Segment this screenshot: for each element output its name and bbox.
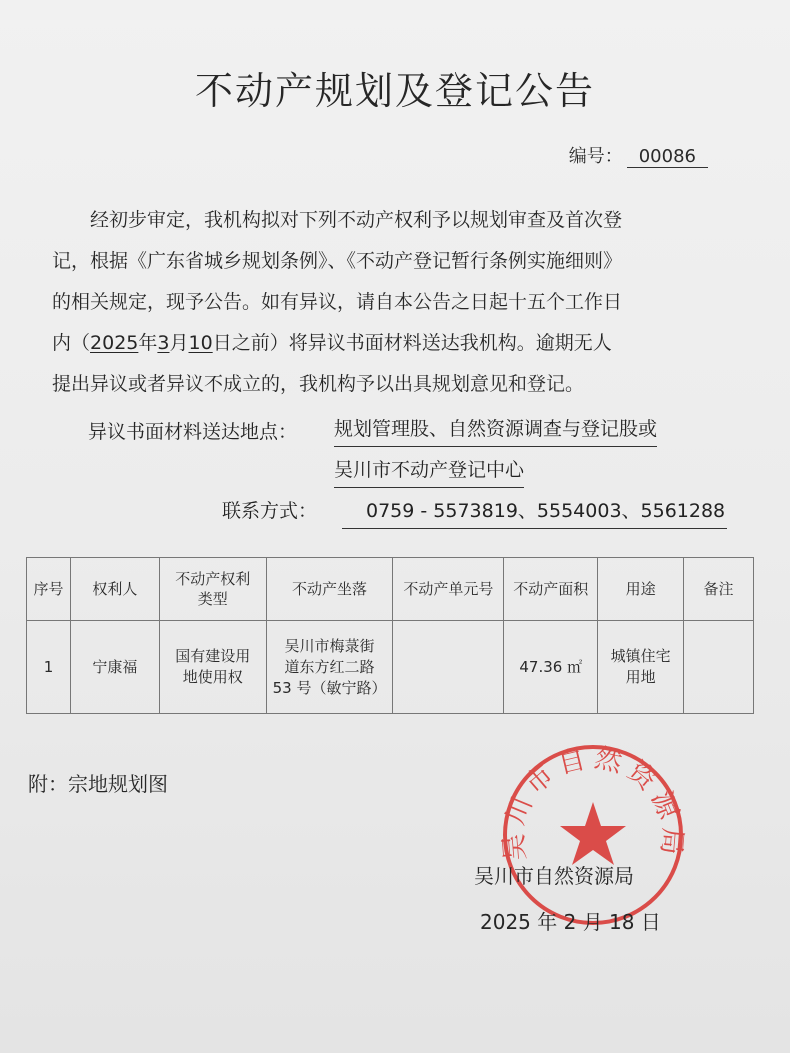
paragraph-line: 记，根据《广东省城乡规划条例》、《不动产登记暂行条例实施细则》 <box>52 250 623 272</box>
deadline-year: 2025 <box>90 332 139 354</box>
cell-line: 道东方红二路 <box>284 657 375 676</box>
col-header-area: 不动产面积 <box>504 558 598 621</box>
text-span: 日之前）将异议书面材料送达我机构。逾期无人 <box>212 332 612 354</box>
doc-number-label: 编号： <box>568 146 623 167</box>
doc-number-value: 00086 <box>627 146 708 168</box>
col-header-unit-no: 不动产单元号 <box>393 558 504 621</box>
text-span: 月 <box>169 332 189 354</box>
cell-line: 吴川市梅菉街 <box>284 636 375 655</box>
paragraph-line: 提出异议或者异议不成立的，我机构予以出具规划意见和登记。 <box>52 373 585 395</box>
announcement-paragraph <box>52 200 732 405</box>
deadline-day: 10 <box>188 332 213 354</box>
cell-line: 城镇住宅 <box>610 647 671 665</box>
cell-remark <box>684 621 754 714</box>
deadline-month: 3 <box>157 332 170 354</box>
cell-line: 地使用权 <box>182 668 243 686</box>
contact-phones: 0759 - 5573819、5554003、5561288 <box>342 494 727 529</box>
col-header-location: 不动产坐落 <box>266 558 393 621</box>
col-header-remark: 备注 <box>684 558 754 621</box>
seal-text: 吴川市自然资源局 <box>498 742 688 862</box>
col-header-right-type <box>159 558 266 621</box>
official-seal-icon <box>498 740 688 930</box>
col-header-no: 序号 <box>27 558 71 621</box>
objection-address-line2: 吴川市不动产登记中心 <box>334 453 524 488</box>
table-row <box>27 621 754 714</box>
cell-line: 用地 <box>625 668 656 686</box>
objection-address-label: 异议书面材料送达地点： <box>88 421 298 443</box>
col-header-owner: 权利人 <box>70 558 159 621</box>
objection-address-line1: 规划管理股、自然资源调查与登记股或 <box>334 412 657 447</box>
header-line: 类型 <box>197 590 228 608</box>
table-header-row <box>27 558 754 621</box>
cell-use <box>598 621 684 714</box>
issuer-name: 吴川市自然资源局 <box>474 864 634 888</box>
cell-owner: 宁康福 <box>70 621 159 714</box>
contact-label: 联系方式： <box>222 500 318 522</box>
issue-date: 2025 年 2 月 18 日 <box>480 910 661 934</box>
cell-line: 国有建设用 <box>175 647 251 665</box>
text-span: 内（ <box>52 332 91 354</box>
cell-line: 53 号（敏宁路） <box>272 678 387 697</box>
page-title: 不动产规划及登记公告 <box>194 69 595 113</box>
doc-number <box>569 142 708 168</box>
paragraph-line: 的相关规定，现予公告。如有异议，请自本公告之日起十五个工作日 <box>52 291 623 313</box>
property-table <box>26 557 754 714</box>
cell-no: 1 <box>27 621 71 714</box>
col-header-use: 用途 <box>598 558 684 621</box>
paragraph-line: 经初步审定，我机构拟对下列不动产权利予以规划审查及首次登 <box>90 209 623 231</box>
text-span: 年 <box>138 332 158 354</box>
cell-right-type <box>159 621 266 714</box>
cell-unit-no <box>393 621 504 714</box>
appendix-note: 附：宗地规划图 <box>28 772 168 796</box>
cell-location <box>266 621 393 714</box>
cell-area: 47.36 ㎡ <box>504 621 598 714</box>
paragraph-line <box>52 323 732 364</box>
header-line: 不动产权利 <box>175 570 251 588</box>
